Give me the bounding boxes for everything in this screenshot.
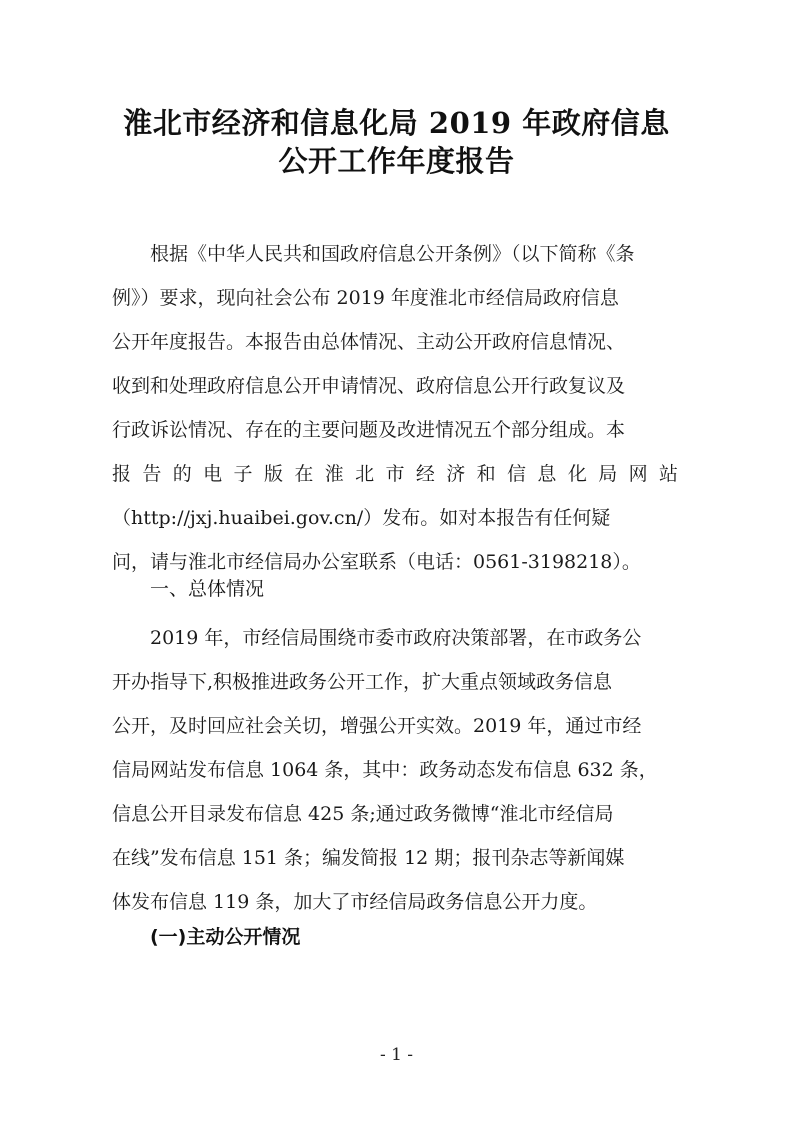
intro-line-3: 公开年度报告。本报告由总体情况、主动公开政府信息情况、: [112, 331, 626, 353]
subsection-heading-proactive-disclosure: (一)主动公开情况: [150, 926, 301, 948]
overall-line-5: 信息公开目录发布信息 425 条;通过政务微博“淮北市经信局: [112, 803, 614, 825]
document-title-line-1: 淮北市经济和信息化局 2019 年政府信息: [123, 106, 670, 140]
intro-line-4: 收到和处理政府信息公开申请情况、政府信息公开行政复议及: [112, 375, 626, 397]
overall-line-7: 体发布信息 119 条，加大了市经信局政务信息公开力度。: [112, 891, 598, 913]
document-title-line-2: 公开工作年度报告: [278, 144, 515, 178]
intro-line-7: （http://jxj.huaibei.gov.cn/）发布。如对本报告有任何疑: [112, 507, 611, 529]
overall-line-1: 2019 年，市经信局围绕市委市政府决策部署，在市政务公: [150, 627, 642, 649]
overall-line-4: 信局网站发布信息 1064 条，其中：政务动态发布信息 632 条，: [112, 759, 658, 781]
intro-line-8: 问，请与淮北市经信局办公室联系（电话：0561-3198218）。: [112, 551, 641, 573]
overall-line-6: 在线”发布信息 151 条；编发简报 12 期；报刊杂志等新闻媒: [112, 847, 625, 869]
intro-line-6: 报告的电子版在淮北市经济和信息化局网站: [112, 463, 684, 485]
overall-line-3: 公开，及时回应社会关切，增强公开实效。2019 年，通过市经: [112, 715, 642, 737]
intro-line-1: 根据《中华人民共和国政府信息公开条例》（以下简称《条: [150, 243, 635, 265]
overall-line-2: 开办指导下,积极推进政务公开工作，扩大重点领域政务信息: [112, 671, 613, 693]
section-heading-overall: 一、总体情况: [150, 578, 265, 600]
intro-line-2: 例》）要求，现向社会公布 2019 年度淮北市经信局政府信息: [112, 287, 619, 309]
intro-line-5: 行政诉讼情况、存在的主要问题及改进情况五个部分组成。本: [112, 419, 626, 441]
page-number: - 1 -: [379, 1045, 414, 1065]
